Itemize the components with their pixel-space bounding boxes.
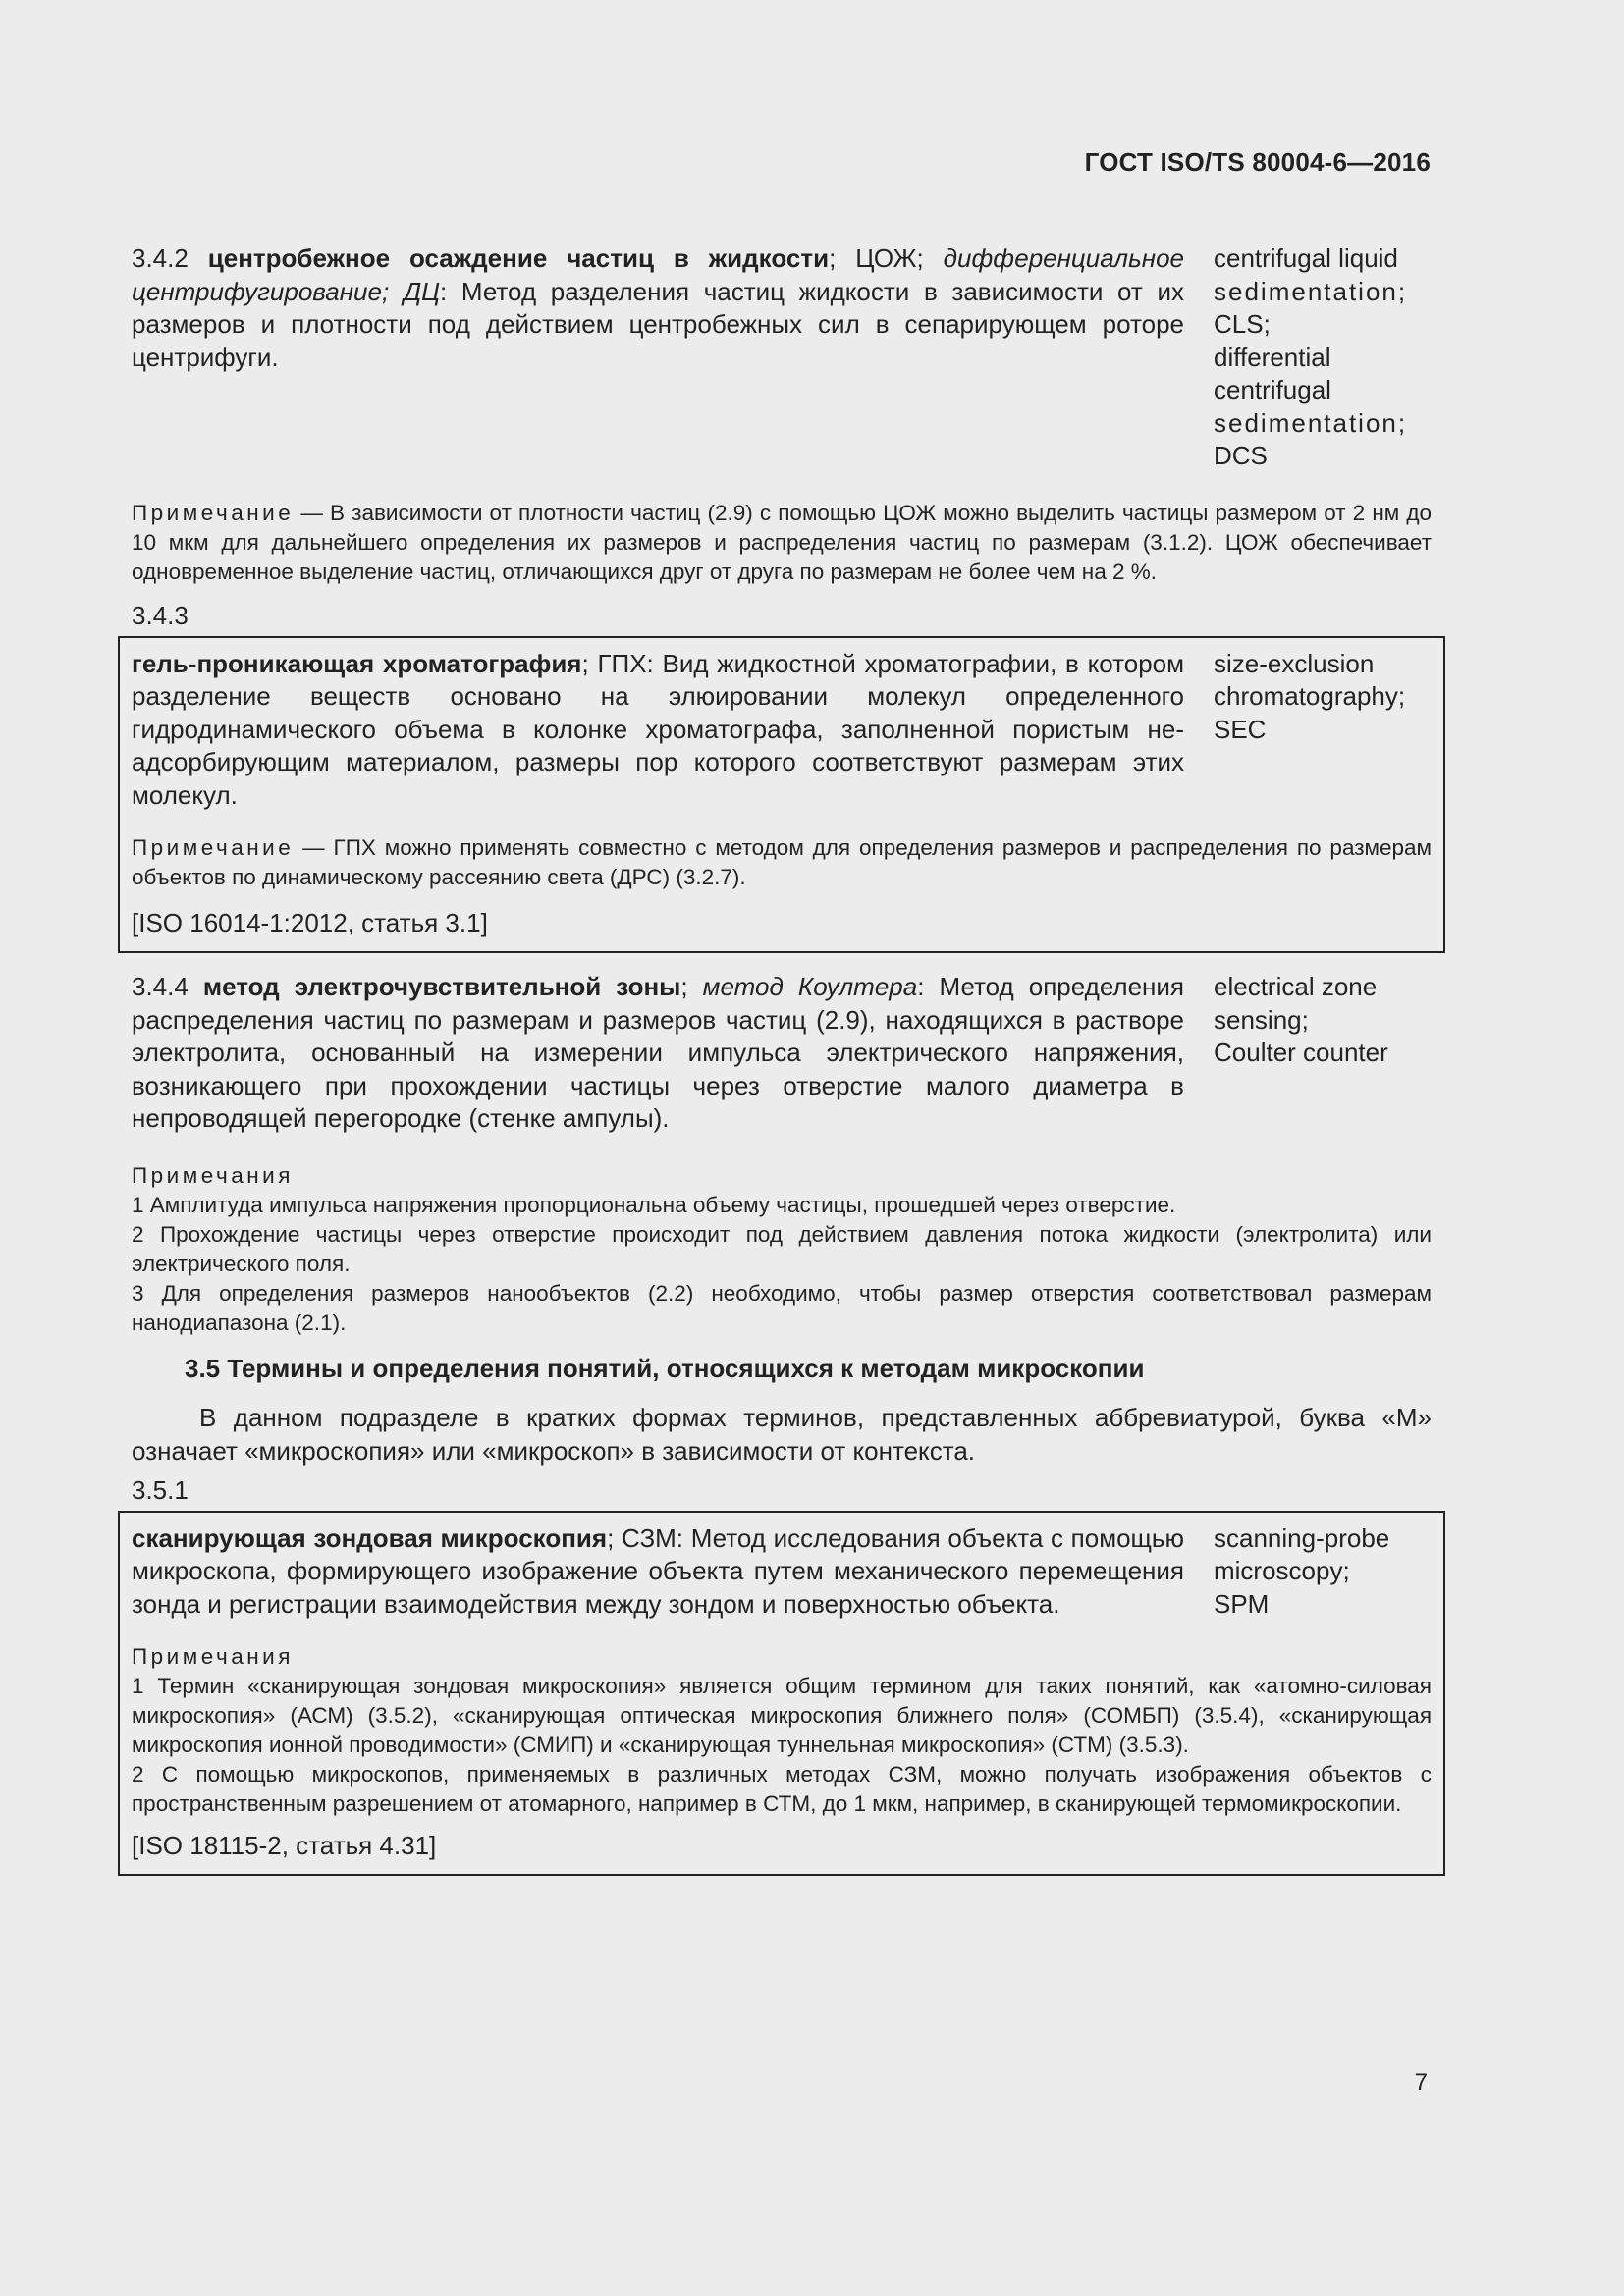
term: гель-проникающая хроматография — [132, 648, 582, 678]
page-number: 7 — [1414, 2069, 1428, 2096]
note-text: — ГПХ можно применять совместно с методом для определения размеров и распределения по размерам объектов по динамическому рассеянию света (ДРС) (3.2.7). — [132, 835, 1432, 889]
definition — [132, 971, 1184, 1136]
note-label: Примечание — [132, 500, 295, 525]
source-reference: [ISO 16014-1:2012, статья 3.1] — [132, 908, 488, 937]
entry-number: 3.4.2 — [132, 243, 189, 273]
term: центробежное осаждение частиц в жидкости — [207, 243, 830, 273]
entry-number: 3.5.1 — [132, 1474, 189, 1505]
en-line: sedimentation; — [1214, 276, 1408, 306]
note-label: Примечание — [132, 835, 295, 860]
definition-text: : Метод разделения частиц жидкости в зависимости от их размеров и плотности под действием центробежных сил в сепарирующем роторе центрифуги. — [132, 276, 1184, 372]
notes — [132, 1642, 1432, 1819]
note-item: 1 Амплитуда импульса напряжения пропорциональна объему частицы, прошедшей через отверстие. — [132, 1192, 1176, 1217]
section-intro: В данном подразделе в кратких формах терминов, представленных аббревиатурой, буква «М» означает «микроскопия» или «микроскоп» в зависимости от контекста. — [132, 1402, 1432, 1466]
en-line: CLS; — [1214, 309, 1271, 339]
entry-3-4-4 — [132, 971, 1432, 1136]
entry-3-5-1 — [132, 1522, 1432, 1622]
entry-3-4-3 — [132, 648, 1432, 813]
term: метод электрочувствительной зоны — [202, 972, 681, 1001]
entry-number: 3.4.3 — [132, 600, 189, 630]
source-reference: [ISO 18115-2, статья 4.31] — [132, 1831, 437, 1860]
note — [132, 833, 1432, 892]
alt-term: дифференциальное центрифугирование; ДЦ — [132, 243, 1184, 306]
note-item: 1 Термин «сканирующая зондовая микроскопия» является общим термином для таких понятий, как «атомно-силовая микроскопия» (АСМ) (3.5.2), «сканирующая оптическая микроскопия ближнего поля» (СОМБП) (3.5.4), «сканирующая микроскопия ионной проводимости» (СМИП) и «сканирующая туннельная микроскопия» (СТМ) (3.5.3). — [132, 1674, 1432, 1757]
note-item: 2 Прохождение частицы через отверстие происходит под действием давления потока жидкости (электролита) или электрического поля. — [132, 1221, 1432, 1276]
en-line: size-exclusion — [1214, 648, 1375, 678]
en-line: SPM — [1214, 1588, 1270, 1619]
en-line: centrifugal liquid — [1214, 243, 1398, 273]
en-line: differential — [1214, 342, 1331, 372]
definition-text: ; СЗМ: Метод исследования объекта с помощью микроскопа, формирующего изображение объекта путем механического перемещения зонда и регистрации взаимодействия между зондом и поверхностью объекта. — [132, 1522, 1184, 1619]
en-line: chromatography; — [1214, 681, 1406, 711]
separator: ; ЦОЖ; — [829, 243, 944, 273]
definition — [132, 648, 1184, 813]
en-line: SEC — [1214, 714, 1267, 744]
definition — [132, 1522, 1184, 1622]
en-line: electrical zone — [1214, 972, 1378, 1001]
english-term — [1214, 648, 1432, 813]
en-line: microscopy; — [1214, 1556, 1350, 1585]
en-line: DCS — [1214, 441, 1268, 470]
page-content — [132, 242, 1432, 1876]
alt-term: метод Коултера — [702, 972, 918, 1001]
note-item: 2 С помощью микроскопов, применяемых в различных методах СЗМ, можно получать изображения объектов с пространственным разрешением от атомарного, например в СТМ, до 1 мкм, например, в сканирующей термомикроскопии. — [132, 1762, 1432, 1816]
note — [132, 499, 1432, 587]
document-id: ГОСТ ISO/TS 80004-6—2016 — [1084, 147, 1431, 177]
en-line: sensing; — [1214, 1004, 1309, 1035]
english-term — [1214, 1522, 1432, 1622]
en-line: sedimentation; — [1214, 407, 1408, 438]
entry-3-4-2 — [132, 242, 1432, 473]
entry-number: 3.4.4 — [132, 972, 189, 1001]
english-term — [1214, 971, 1432, 1136]
note-item: 3 Для определения размеров нанообъектов (2.2) необходимо, чтобы размер отверстия соответствовал размерам нанодиапазона (2.1). — [132, 1280, 1432, 1335]
separator: ; — [680, 972, 703, 1001]
definition-text: ; ГПХ: Вид жидкостной хроматографии, в котором разделение веществ основано на элюировании молекул определенного гидродинамического объема в колонке хроматографа, заполненной пористым не-адсорбирующим материалом, размеры пор которого соответствуют размерам этих молекул. — [132, 648, 1184, 810]
en-line: scanning-probe — [1214, 1522, 1390, 1553]
en-line: Coulter counter — [1214, 1038, 1388, 1067]
entry-3-5-1-box — [118, 1511, 1445, 1877]
notes — [132, 1161, 1432, 1338]
definition-text: : Метод определения распределения частиц по размерам и размеров частиц (2.9), находящихся в растворе электролита, основанный на измерении импульса электрического напряжения, возникающего при прохождении частицы через отверстие малого диаметра в непроводящей перегородке (стенке ампулы). — [132, 972, 1185, 1133]
english-term — [1214, 242, 1432, 473]
term: сканирующая зондовая микроскопия — [132, 1522, 608, 1553]
definition — [132, 242, 1184, 473]
section-title: 3.5 Термины и определения понятий, относящихся к методам микроскопии — [185, 1353, 1145, 1383]
notes-label: Примечания — [132, 1162, 294, 1188]
entry-3-4-3-box — [118, 636, 1445, 954]
notes-label: Примечания — [132, 1644, 294, 1669]
note-text: — В зависимости от плотности частиц (2.9) с помощью ЦОЖ можно выделить частицы размером от 2 нм до 10 мкм для дальнейшего определения их размеров и распределения частиц по размерам (3.1.2). ЦОЖ обеспечивает одновременное выделение частиц, отличающихся друг от друга по размерам не более чем на 2 %. — [132, 500, 1432, 584]
en-line: centrifugal — [1214, 375, 1331, 404]
